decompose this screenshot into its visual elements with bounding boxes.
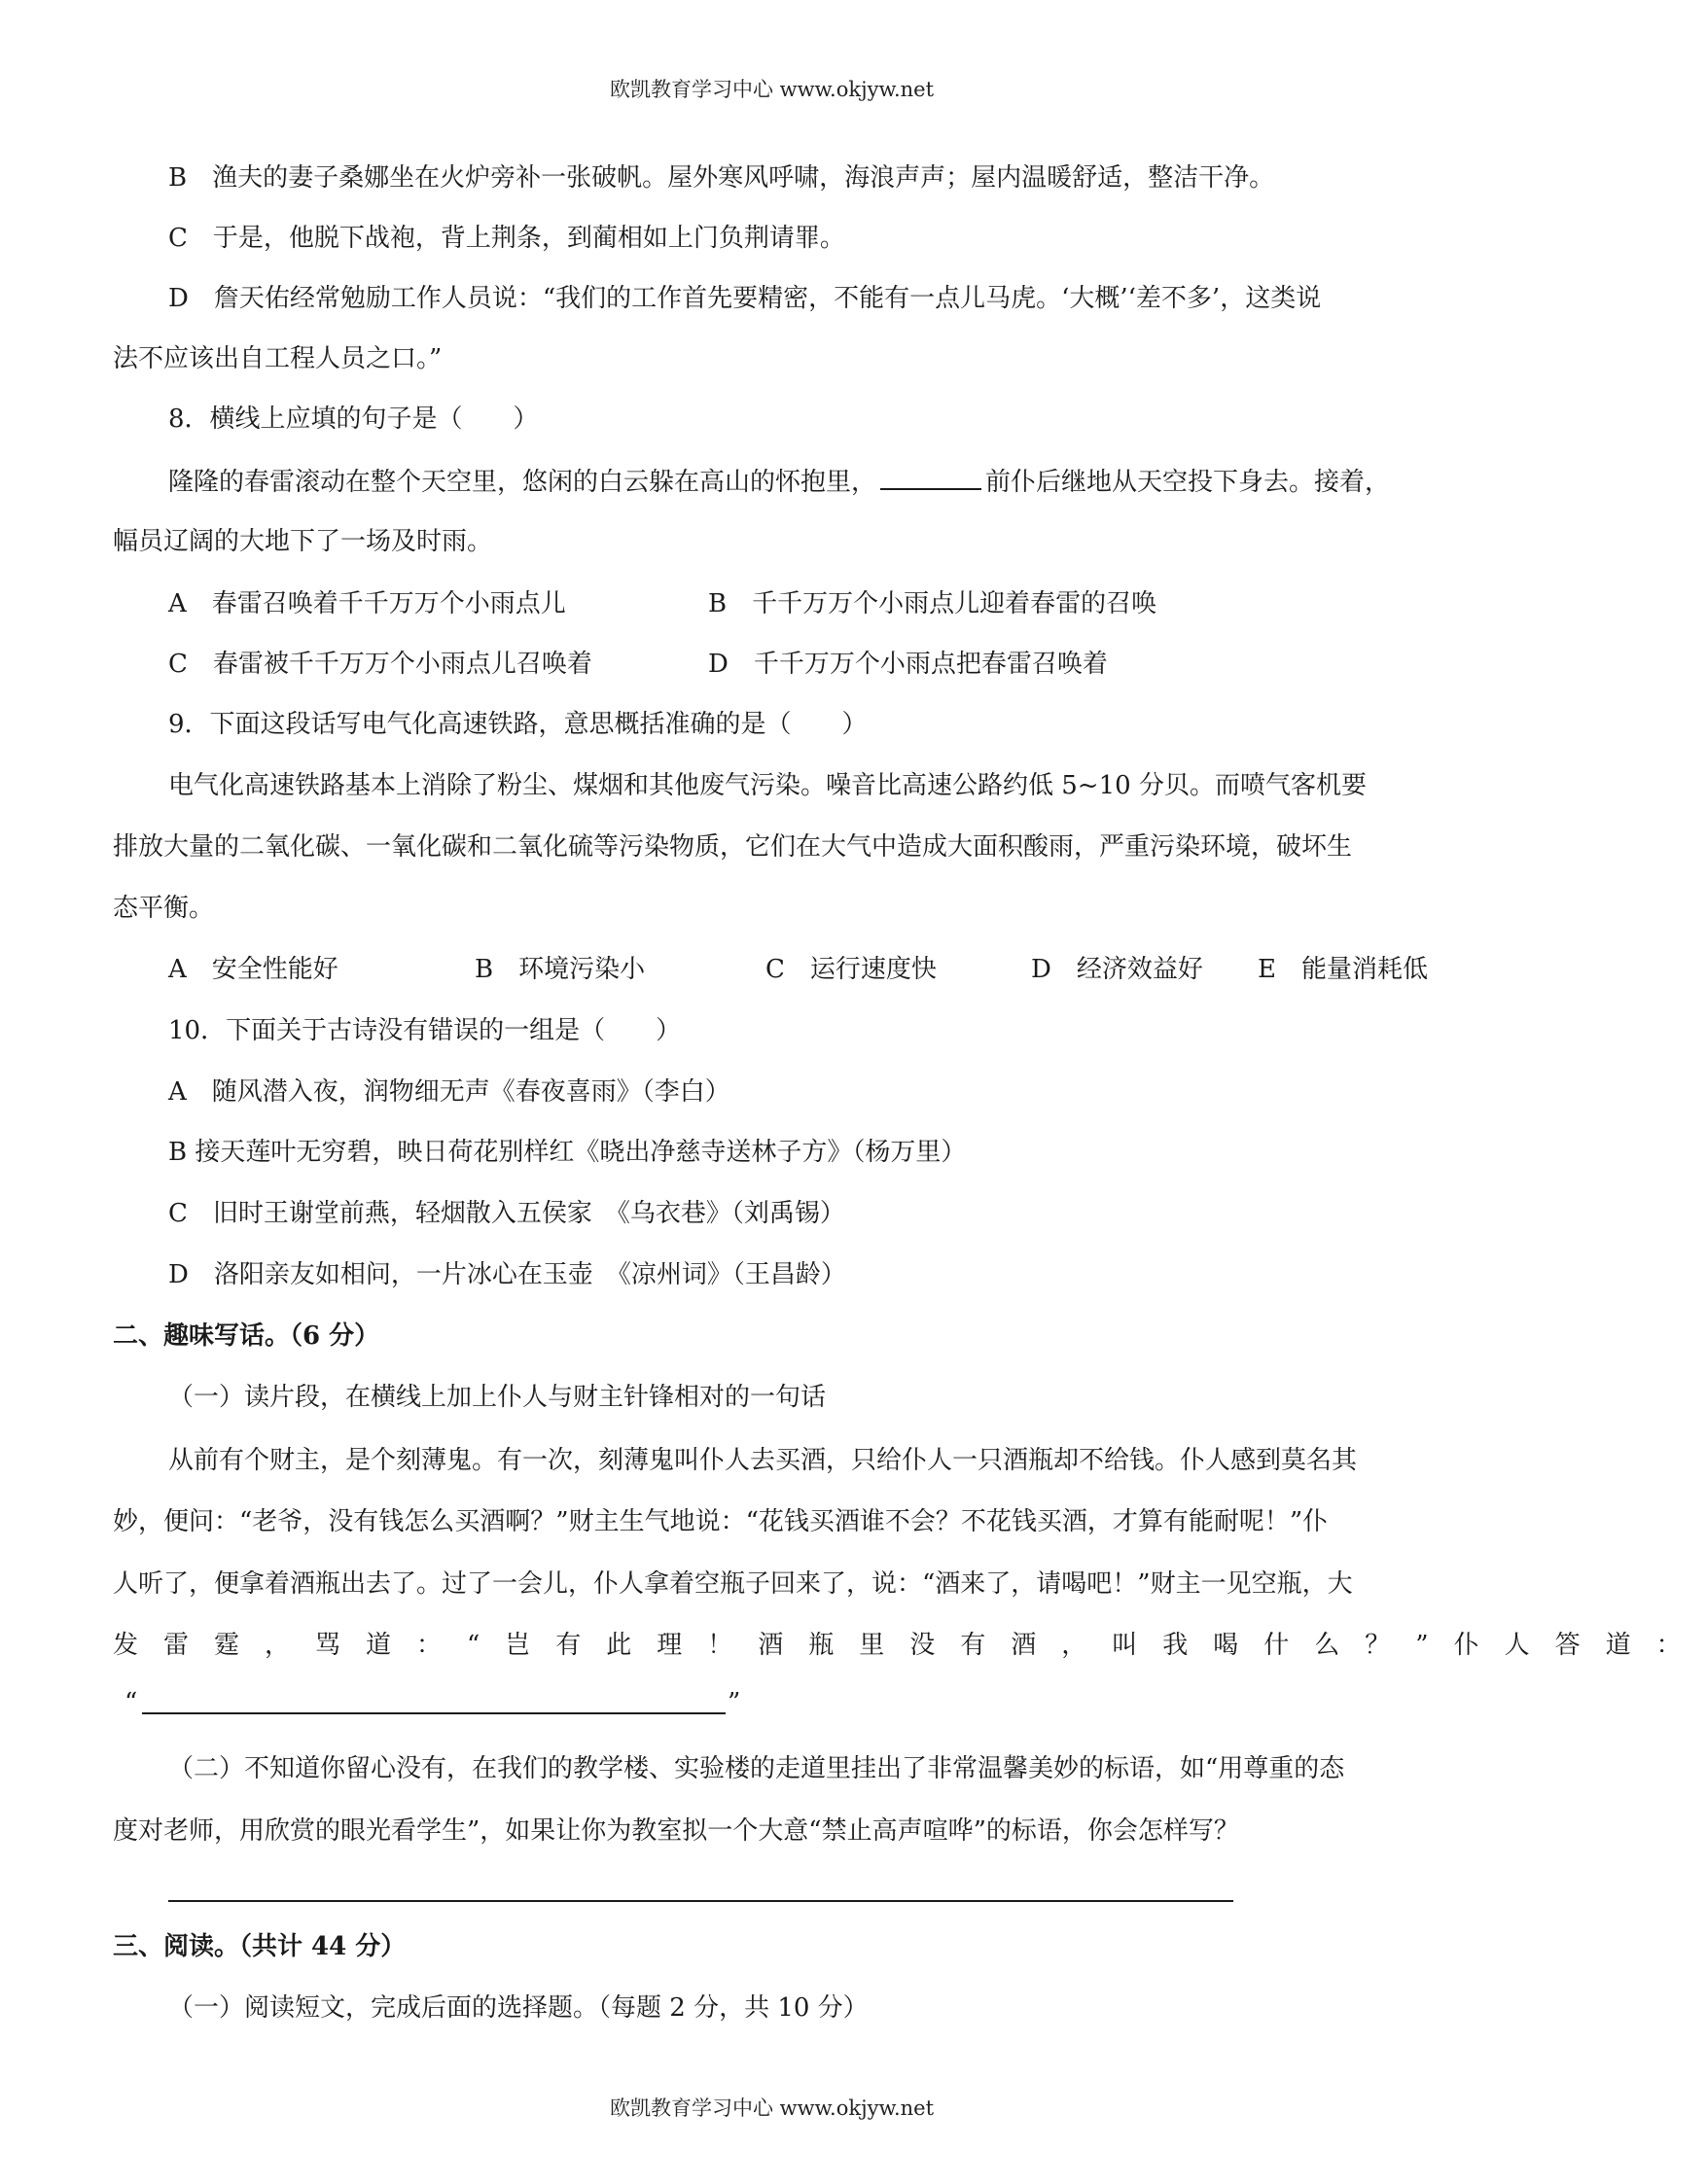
section2-story-line1: 从前有个财主，是个刻薄鬼。有一次，刻薄鬼叫仆人去买酒，只给仆人一只酒瓶却不给钱。仆人感到莫名其: [168, 1446, 1358, 1475]
q8-stem: 8．横线上应填的句子是（ ）: [168, 405, 539, 434]
q8-option-c: C 春雷被千千万万个小雨点儿召唤着: [168, 650, 592, 679]
q10-option-d: D 洛阳亲友如相问，一片冰心在玉壶 《凉州词》（王昌龄）: [168, 1260, 846, 1289]
q10-option-b: B 接天莲叶无穷碧，映日荷花别样红《晓出净慈寺送林子方》（杨万里）: [168, 1138, 967, 1167]
q9-passage-line2: 排放大量的二氧化碳、一氧化碳和二氧化硫等污染物质，它们在大气中造成大面积酸雨，严重污染环境，破坏生: [113, 832, 1353, 862]
q8-passage-line2: 幅员辽阔的大地下了一场及时雨。: [113, 527, 493, 556]
section2-title: 二、趣味写话。（6 分）: [113, 1321, 380, 1351]
section2-story-line3: 人听了，便拿着酒瓶出去了。过了一会儿，仆人拿着空瓶子回来了，说：“酒来了，请喝吧！”财主一见空瓶，大: [113, 1569, 1353, 1599]
fill-in-blank-line: [880, 465, 981, 490]
answer-line-slogan[interactable]: [168, 1900, 1233, 1902]
q8-option-d: D 千千万万个小雨点把春雷召唤着: [708, 650, 1108, 679]
answer-line-servant-reply[interactable]: [142, 1712, 726, 1714]
q7-option-d-line2: 法不应该出自工程人员之口。”: [113, 344, 443, 373]
section2-part1-title: （一）读片段，在横线上加上仆人与财主针锋相对的一句话: [168, 1383, 827, 1412]
q9-option-d: D 经济效益好: [1031, 955, 1203, 984]
section2-part2-line1: （二）不知道你留心没有，在我们的教学楼、实验楼的走道里挂出了非常温馨美妙的标语，如“用尊重的态: [168, 1754, 1345, 1783]
q7-option-c: C 于是，他脱下战袍，背上荆条，到蔺相如上门负荆请罪。: [168, 224, 845, 253]
section3-title: 三、阅读。（共计 44 分）: [113, 1932, 407, 1961]
q8-passage-part2: 前仆后继地从天空投下身去。接着，: [985, 468, 1391, 497]
section2-story-line2: 妙，便问：“老爷，没有钱怎么买酒啊？”财主生气地说：“花钱买酒谁不会？不花钱买酒，才算有能耐呢！”仆: [113, 1507, 1329, 1536]
q10-option-c: C 旧时王谢堂前燕，轻烟散入五侯家 《乌衣巷》（刘禹锡）: [168, 1199, 845, 1228]
q9-option-c: C 运行速度快: [765, 955, 937, 984]
q8-option-a: A 春雷召唤着千千万万个小雨点儿: [168, 589, 566, 618]
q8-passage-part1: 隆隆的春雷滚动在整个天空里，悠闲的白云躲在高山的怀抱里，: [168, 468, 877, 497]
q9-option-e: E 能量消耗低: [1258, 955, 1428, 984]
section2-part2-line2: 度对老师，用欣赏的眼光看学生”，如果让你为教室拟一个大意“禁止高声喧哗”的标语，你会怎样写？: [113, 1816, 1239, 1846]
q7-option-d-line1: D 詹天佑经常勉励工作人员说：“我们的工作首先要精密，不能有一点儿马虎。‘大概’‘差不多’，这类说: [168, 284, 1322, 313]
section3-part1-title: （一）阅读短文，完成后面的选择题。（每题 2 分，共 10 分）: [168, 1993, 869, 2023]
quote-close-mark: ”: [728, 1688, 741, 1717]
q10-stem: 10．下面关于古诗没有错误的一组是（ ）: [168, 1016, 682, 1045]
q8-passage-line1: [168, 465, 1390, 499]
section2-story-line4: 发雷霆，骂道：“岂有此理！酒瓶里没有酒，叫我喝什么？”仆人答道：: [113, 1631, 1707, 1660]
page-header: 欧凯教育学习中心 www.okjyw.net: [609, 78, 935, 101]
q9-option-a: A 安全性能好: [168, 955, 338, 984]
q8-option-b: B 千千万万个小雨点儿迎着春雷的召唤: [708, 589, 1157, 618]
quote-open-mark: “: [124, 1688, 138, 1717]
q9-passage-line3: 态平衡。: [113, 894, 215, 923]
q9-stem: 9．下面这段话写电气化高速铁路，意思概括准确的是（ ）: [168, 710, 868, 739]
q10-option-a: A 随风潜入夜，润物细无声《春夜喜雨》（李白）: [168, 1077, 730, 1107]
q9-option-b: B 环境污染小: [475, 955, 646, 984]
page-footer: 欧凯教育学习中心 www.okjyw.net: [609, 2096, 935, 2120]
q7-option-b: B 渔夫的妻子桑娜坐在火炉旁补一张破帆。屋外寒风呼啸，海浪声声；屋内温暖舒适，整洁干净。: [168, 163, 1275, 193]
q9-passage-line1: 电气化高速铁路基本上消除了粉尘、煤烟和其他废气污染。噪音比高速公路约低 5~10 分贝。而喷气客机要: [168, 771, 1367, 800]
